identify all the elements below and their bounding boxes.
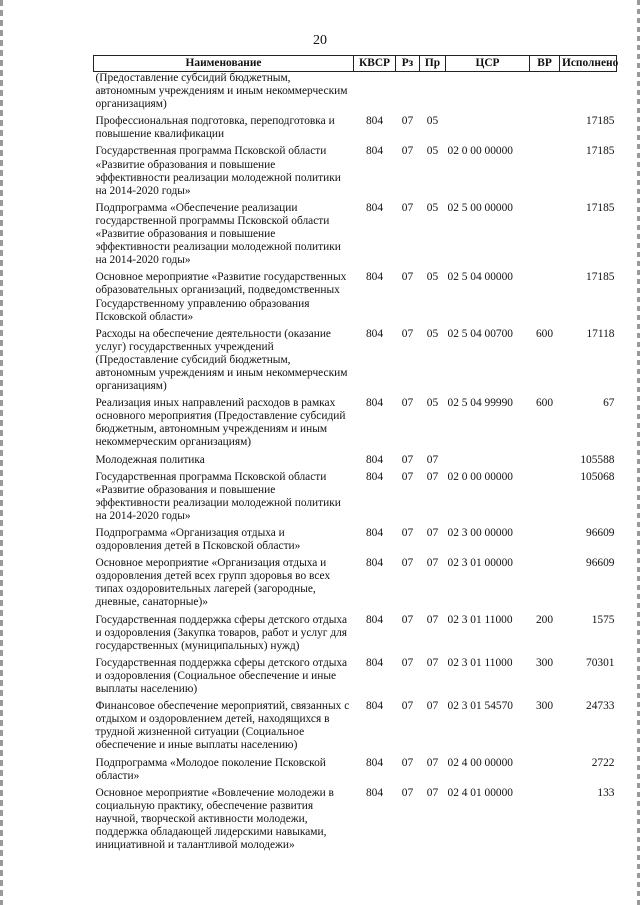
cell-kvsr: 804 [365,756,384,769]
cell-csr: 02 5 04 00000 [447,271,513,284]
cell-rz: 07 [401,557,414,570]
header-pr: Пр [420,56,446,72]
cell-name: Расходы на обеспечение деятельности (оказание услуг) государственных учреждений (Предоставление субсидий бюджетным, автономным учреждениям и иным некоммерческим организациям) [95,327,348,393]
cell-csr: 02 3 01 00000 [447,557,513,570]
table-row [94,454,617,471]
cell-name: (Предоставление субсидий бюджетным, автономным учреждениям и иным некоммерческим организациям) [95,72,348,111]
cell-name: Финансовое обеспечение мероприятий, связанных с отдыхом и оздоровлением детей, находящихся в трудной жизненной ситуации (Социальное обеспечение и иные выплаты населению) [95,700,350,752]
cell-total: 133 [597,786,615,799]
table-row [94,614,617,657]
scan-edge-left [0,0,3,905]
table-row [94,471,617,527]
header-rz: Рз [396,56,420,72]
cell-pr: 05 [426,145,439,158]
cell-csr: 02 4 01 00000 [447,786,513,799]
cell-csr: 02 5 04 99990 [447,397,513,410]
table-row [94,657,617,700]
budget-table [93,55,617,856]
table-row [94,757,617,787]
cell-pr: 07 [426,470,439,483]
page-number: 20 [313,33,327,48]
cell-total: 1575 [591,613,615,626]
cell-csr: 02 3 00 00000 [447,527,513,539]
cell-kvsr: 804 [365,700,384,713]
cell-total: 2722 [591,756,615,769]
cell-pr: 07 [426,756,439,769]
cell-vr: 200 [535,613,554,626]
cell-rz: 07 [401,327,414,340]
cell-rz: 07 [401,786,414,799]
cell-total: 17185 [586,201,615,214]
cell-name: Государственная поддержка сферы детского отдыха и оздоровления (Закупка товаров, работ и услуг для государственных (муниципальных) нужд) [95,613,348,652]
cell-vr [530,115,560,145]
table-row [94,72,617,116]
cell-name: Основное мероприятие «Организация отдыха и оздоровления детей всех групп здоровья во всех типах оздоровительных лагерей (загородные, дневные, санаторные)» [95,557,331,609]
cell-kvsr: 804 [365,201,384,214]
cell-kvsr: 804 [365,527,384,539]
cell-total [560,72,617,116]
cell-rz: 07 [401,397,414,410]
table-row [94,145,617,201]
cell-name: Государственная программа Псковской области «Развитие образования и повышение эффективности реализации молодежной политики на 2014-2020 годы» [95,145,341,197]
cell-kvsr: 804 [365,557,384,570]
cell-name: Молодежная политика [95,453,205,466]
cell-csr: 02 0 00 00000 [447,145,513,158]
table-row [94,271,617,327]
header-csr: ЦСР [446,56,530,72]
cell-total: 96609 [586,527,615,539]
cell-csr: 02 5 04 00700 [447,327,513,340]
cell-csr [446,454,530,471]
cell-pr: 05 [426,115,439,128]
cell-vr [530,787,560,856]
cell-csr: 02 3 01 11000 [447,613,513,626]
cell-name: Основное мероприятие «Развитие государственных образовательных организаций, подведомственных Государственному управлению образования Псковской области» [95,271,347,323]
cell-kvsr: 804 [365,397,384,410]
cell-vr [530,471,560,527]
cell-name: Подпрограмма «Обеспечение реализации государственной программы Псковской области «Развитие образования и повышение эффективности реализации молодежной политики на 2014-2020 годы» [95,201,341,267]
cell-name: Государственная поддержка сферы детского отдыха и оздоровления (Социальное обеспечение и иные выплаты населению) [95,656,348,696]
cell-name: Реализация иных направлений расходов в рамках основного мероприятия (Предоставление субсидий бюджетным, автономным учреждениям и иным некоммерческим организациям) [95,397,346,449]
header-kvsr: КВСР [354,56,396,72]
cell-kvsr: 804 [365,145,384,158]
cell-vr [530,757,560,787]
cell-csr [446,72,530,116]
cell-pr: 07 [426,786,439,799]
cell-csr: 02 3 01 11000 [447,656,513,669]
cell-pr: 05 [426,271,439,284]
cell-vr [530,72,560,116]
table-row [94,202,617,271]
header-name: Наименование [94,56,354,72]
cell-vr [530,202,560,271]
cell-pr: 05 [426,397,439,410]
cell-csr: 02 3 01 54570 [447,700,513,713]
cell-pr: 07 [426,557,439,570]
cell-pr: 07 [426,613,439,626]
cell-vr [530,454,560,471]
cell-rz: 07 [401,613,414,626]
cell-pr: 07 [426,700,439,713]
cell-pr: 07 [426,527,439,539]
cell-vr: 600 [535,327,554,340]
cell-rz: 07 [401,201,414,214]
cell-vr [530,145,560,201]
cell-rz: 07 [401,145,414,158]
cell-total: 24733 [586,700,615,713]
cell-pr [420,72,446,116]
cell-pr: 07 [426,453,439,466]
cell-name: Профессиональная подготовка, переподготовка и повышение квалификации [95,115,335,141]
cell-kvsr: 804 [365,786,384,799]
cell-name: Подпрограмма «Организация отдыха и оздоровления детей в Псковской области» [95,527,301,553]
cell-total: 105588 [580,453,615,466]
cell-csr: 02 4 00 00000 [447,756,513,769]
cell-total: 17185 [586,145,615,158]
cell-rz: 07 [401,527,414,539]
table-row [94,557,617,613]
table-row [94,787,617,856]
header-total: Исполнено [560,56,617,72]
cell-rz: 07 [401,453,414,466]
cell-rz: 07 [401,656,414,669]
cell-csr: 02 0 00 00000 [447,470,513,483]
cell-vr: 300 [535,656,554,669]
cell-total: 17118 [586,327,615,340]
cell-kvsr: 804 [365,656,384,669]
cell-kvsr: 804 [365,453,384,466]
table-row [94,328,617,397]
cell-total: 96609 [586,557,615,570]
cell-csr: 02 5 00 00000 [447,201,513,214]
cell-vr [530,271,560,327]
cell-kvsr [354,72,396,116]
cell-total: 105068 [580,470,615,483]
cell-total: 17185 [586,115,615,128]
cell-kvsr: 804 [365,613,384,626]
cell-rz [396,72,420,116]
cell-name: Государственная программа Псковской области «Развитие образования и повышение эффективности реализации молодежной политики на 2014-2020 годы» [95,470,341,522]
cell-vr: 300 [535,700,554,713]
cell-kvsr: 804 [365,115,384,128]
cell-pr: 05 [426,201,439,214]
table-row [94,527,617,557]
table-header-row [94,56,617,72]
cell-pr: 05 [426,327,439,340]
cell-rz: 07 [401,700,414,713]
cell-rz: 07 [401,470,414,483]
table-row [94,700,617,756]
table-row [94,397,617,453]
cell-name: Основное мероприятие «Вовлечение молодежи в социальную практику, обеспечение развития научной, творческой активности молодежи, поддержка обладающей лидерскими навыками, инициативной и талантливой молодежи» [95,786,334,852]
cell-name: Подпрограмма «Молодое поколение Псковской области» [95,756,326,782]
cell-pr: 07 [426,656,439,669]
cell-total: 17185 [586,271,615,284]
cell-total: 70301 [586,656,615,669]
cell-total: 67 [603,397,615,410]
cell-kvsr: 804 [365,327,384,340]
table-body [94,72,617,857]
cell-csr [446,115,530,145]
header-vr: ВР [530,56,560,72]
cell-vr: 600 [535,397,554,410]
cell-rz: 07 [401,271,414,284]
cell-vr [530,527,560,557]
cell-rz: 07 [401,115,414,128]
cell-vr [530,557,560,613]
cell-rz: 07 [401,756,414,769]
table-row [94,115,617,145]
cell-kvsr: 804 [365,271,384,284]
cell-kvsr: 804 [365,470,384,483]
